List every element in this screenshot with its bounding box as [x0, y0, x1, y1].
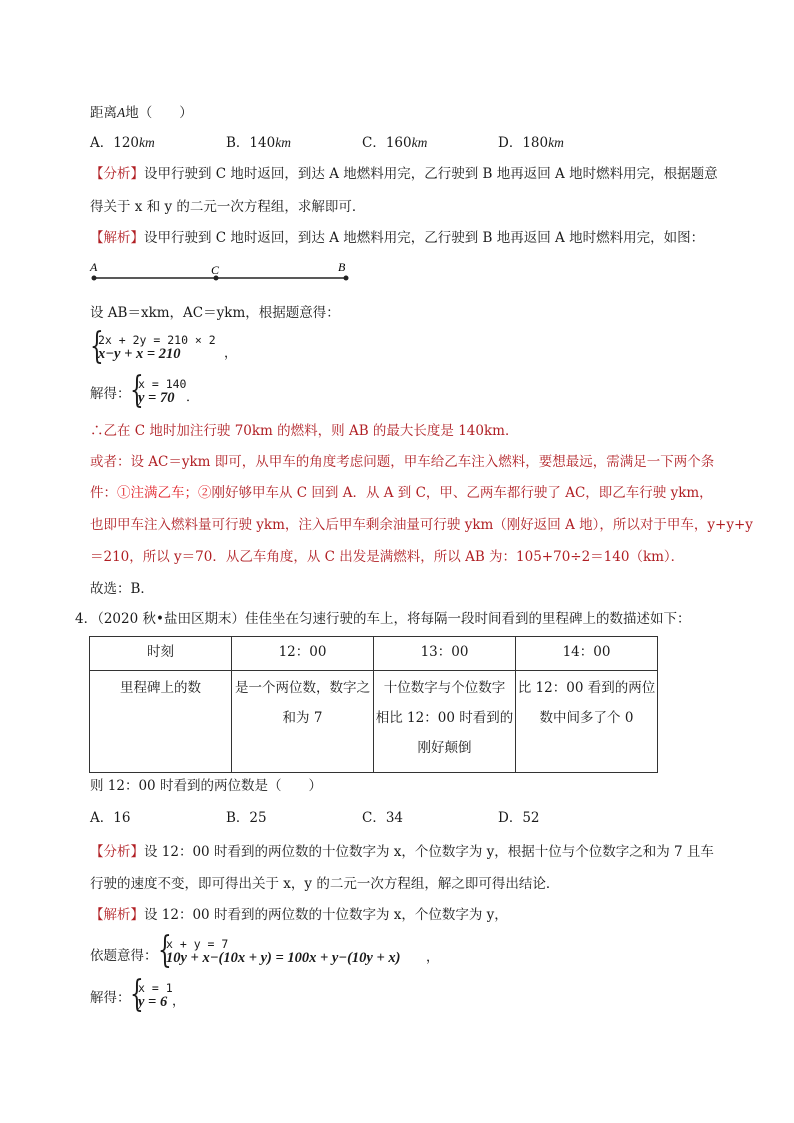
table-header: 时刻	[90, 637, 232, 671]
q4-solution-line1: 【解析】设 12：00 时看到的两位数的十位数字为 x，个位数字为 y，	[90, 907, 508, 923]
solution-system-1: 解得： { x = 140 y = 70 ．	[90, 370, 200, 411]
solution-tag: 【解析】	[90, 230, 144, 246]
q3-solution-line1: 【解析】设甲行驶到 C 地时返回，到达 A 地燃料用完，乙行驶到 B 地再返回 A 地时燃料用完，如图：	[90, 230, 705, 246]
q4-analysis-line1: 【分析】设 12：00 时看到的两位数的十位数字为 x，个位数字为 y，根据十位与个位数字之和为 7 且车	[90, 844, 714, 860]
brace-icon: {	[130, 974, 144, 1015]
conclusion: ∴乙在 C 地时加注行驶 70km 的燃料，则 AB 的最大长度是 140km．	[90, 423, 519, 439]
q4-options	[90, 808, 634, 828]
brace-icon: {	[130, 370, 144, 411]
brace-icon: {	[90, 326, 104, 367]
segment-diagram	[88, 258, 358, 290]
equation-system-1: { 2x + 2y = 210 × 2 x−y + x = 210 ，	[90, 326, 238, 367]
table-header: 13：00	[374, 637, 516, 671]
alt-line2: 件：①注满乙车；②刚好够甲车从 C 回到 A．从 A 到 C，甲、乙两车都行驶了 AC，即乙车行驶 ykm，	[90, 485, 713, 501]
q3-analysis-line2: 得关于 x 和 y 的二元一次方程组，求解即可．	[90, 199, 366, 215]
alt-line3: 也即甲车注入燃料量可行驶 ykm，注入后甲车剩余油量可行驶 ykm（刚好返回 A 地），所以对于甲车，y+y+y	[90, 517, 753, 533]
table-cell: 比 12：00 看到的两位 数中间多了个 0	[516, 671, 658, 773]
alt-line4: ＝210，所以 y＝70．从乙车角度，从 C 出发是满燃料，所以 AB 为：105+70÷2＝140（km）．	[90, 549, 685, 565]
solution-tag: 【解析】	[90, 907, 144, 923]
label-b: B	[338, 260, 346, 274]
q4-question: 则 12：00 时看到的两位数是（ ）	[90, 778, 322, 794]
q4-stem: 4．（2020 秋•盐田区期末）佳佳坐在匀速行驶的车上，将每隔一段时间看到的里程碑上的数描述如下：	[75, 611, 691, 627]
q3-options	[90, 133, 634, 153]
q3-option-b: B．140km	[226, 135, 291, 151]
brace-icon: {	[158, 930, 172, 971]
table-row	[90, 671, 658, 773]
point-b	[344, 276, 349, 281]
table-header: 14：00	[516, 637, 658, 671]
label-c: C	[211, 263, 220, 277]
q3-option-d: D．180km	[498, 135, 564, 151]
table-cell: 十位数字与个位数字 相比 12：00 时看到的 刚好颠倒	[374, 671, 516, 773]
point-a	[92, 276, 97, 281]
q4-option-c: C．34	[362, 810, 404, 826]
q4-analysis-line2: 行驶的速度不变，即可得出关于 x，y 的二元一次方程组，解之即可得出结论．	[90, 876, 560, 892]
q4-option-a: A．16	[90, 810, 131, 826]
milestone-table	[89, 636, 658, 773]
analysis-tag: 【分析】	[90, 844, 144, 860]
table-cell-row-label: 里程碑上的数	[90, 671, 232, 773]
table-header: 12：00	[232, 637, 374, 671]
question-end: 距离A地（ ）	[90, 105, 193, 121]
alt-line1: 或者：设 AC＝ykm 即可，从甲车的角度考虑问题，甲车给乙车注入燃料，要想最远，需满足一下两个条	[90, 454, 715, 470]
analysis-tag: 【分析】	[90, 166, 144, 182]
equation-system-2: 依题意得： { x + y = 7 10y + x−(10x + y) = 100x + y−(10y + x) ，	[90, 930, 440, 971]
label-a: A	[90, 260, 98, 274]
q3-option-a: A．120km	[90, 135, 155, 151]
set-line: 设 AB＝xkm，AC＝ykm，根据题意得：	[90, 305, 340, 321]
q4-option-d: D．52	[498, 810, 540, 826]
q3-answer: 故选：B．	[90, 581, 154, 597]
table-header-row	[90, 637, 658, 671]
q3-option-c: C．160km	[362, 135, 428, 151]
solution-system-2: 解得： { x = 1 y = 6 ，	[90, 974, 186, 1015]
q3-analysis-line1: 【分析】设甲行驶到 C 地时返回，到达 A 地燃料用完，乙行驶到 B 地再返回 A 地时燃料用完，根据题意	[90, 166, 718, 182]
q4-option-b: B．25	[226, 810, 267, 826]
table-cell: 是一个两位数，数字之 和为 7	[232, 671, 374, 773]
